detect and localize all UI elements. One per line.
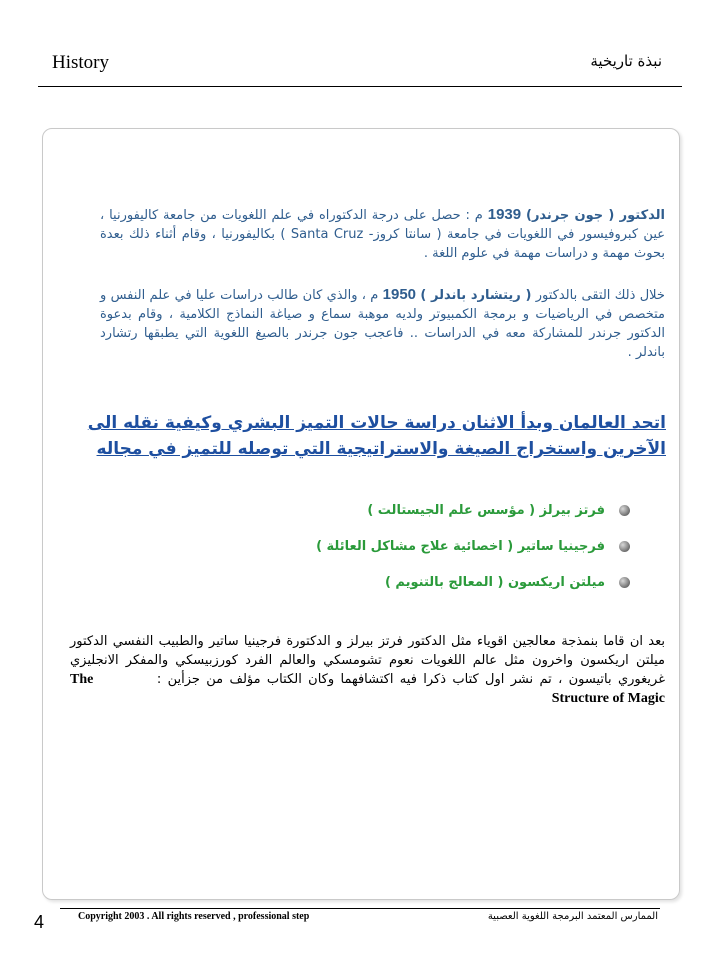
paragraph-grinder [100,205,665,263]
list-item [316,492,630,528]
paragraph-structure-of-magic [70,632,665,708]
page-number: 4 [34,912,45,932]
grinder-year: 1939 [487,206,522,223]
grinder-text: م : حصل على درجة الدكتوراه في علم اللغويات من جامعة كاليفورنيا ، عين كبروفيسور في اللغويات في جامعة ( سانتا كروز- Santa Cruz ) بكاليفورنيا ، وقام أثناء ذلك بعدة بحوث مهمة و دراسات مهمة في علوم اللغة . [100,208,666,261]
paragraph-bandler [100,285,665,362]
book-title: The Structure of Magic [70,672,665,706]
list-item-label: فرتز بيرلز ( مؤسس علم الجيستالت ) [367,502,605,518]
header-title-arabic: نبذة تاريخية [590,52,662,70]
list-item-label: ميلتن اريكسون ( المعالج بالتنويم ) [384,574,605,590]
copyright-text: Copyright 2003 . All rights reserved , professional step [78,911,310,922]
list-item [316,528,630,564]
structure-text: بعد ان قاما بنمذجة معالجين اقوياء مثل الدكتور فرتز بيرلز و الدكتورة فرجينيا ساتير والطبيب النفسي الدكتور ميلتن اريكسون واخرون مثل عالم اللغويات نعوم تشومسكي والعالم الفرد كورزبيسكي والمفكر الانجليزي غريغوري باتيسون ، تم نشر اول كتاب ذكرا فيه اكتشافهما وكان الكتاب مؤلف من جزأين : [70,634,665,687]
header-divider [38,86,682,87]
bandler-year: 1950 [382,286,417,303]
bandler-text: م ، والذي كان طالب دراسات عليا في علم النفس و متخصص في الرياضيات و برمجة الكمبيوتر ولديه موهبة سماع و صياغة النماذج الكلامية ، وقام بدعوة الدكتور جرندر للمشاركة معه في الدراسات .. فاعجب جون جرندر بالصيغ اللغوية التي يطبقها رتشارد باندلر . [100,288,665,360]
footer-arabic-title: الممارس المعتمد البرمجة اللغوية العصبية [487,911,658,922]
section-heading: اتحد العالمان وبدأ الاثنان دراسة حالات التميز البشري وكيفية نقله الى الآخرين واستخراج الصيغة والاستراتيجية التي توصله للتميز في مجاله [87,413,666,459]
bandler-name: ( ريتشارد باندلر ) [420,288,532,303]
bullet-icon [619,505,630,516]
bullet-icon [619,541,630,552]
header-title-english: History [52,52,109,73]
footer-divider [60,908,660,909]
bullet-icon [619,577,630,588]
modeled-experts-list [316,492,630,600]
bandler-lead: خلال ذلك التقى بالدكتور [535,288,665,303]
list-item [316,564,630,600]
list-item-label: فرجينيا ساتير ( اخصائية علاج مشاكل العائلة ) [316,538,605,554]
grinder-name: الدكتور ( جون جرندر) [526,208,665,223]
